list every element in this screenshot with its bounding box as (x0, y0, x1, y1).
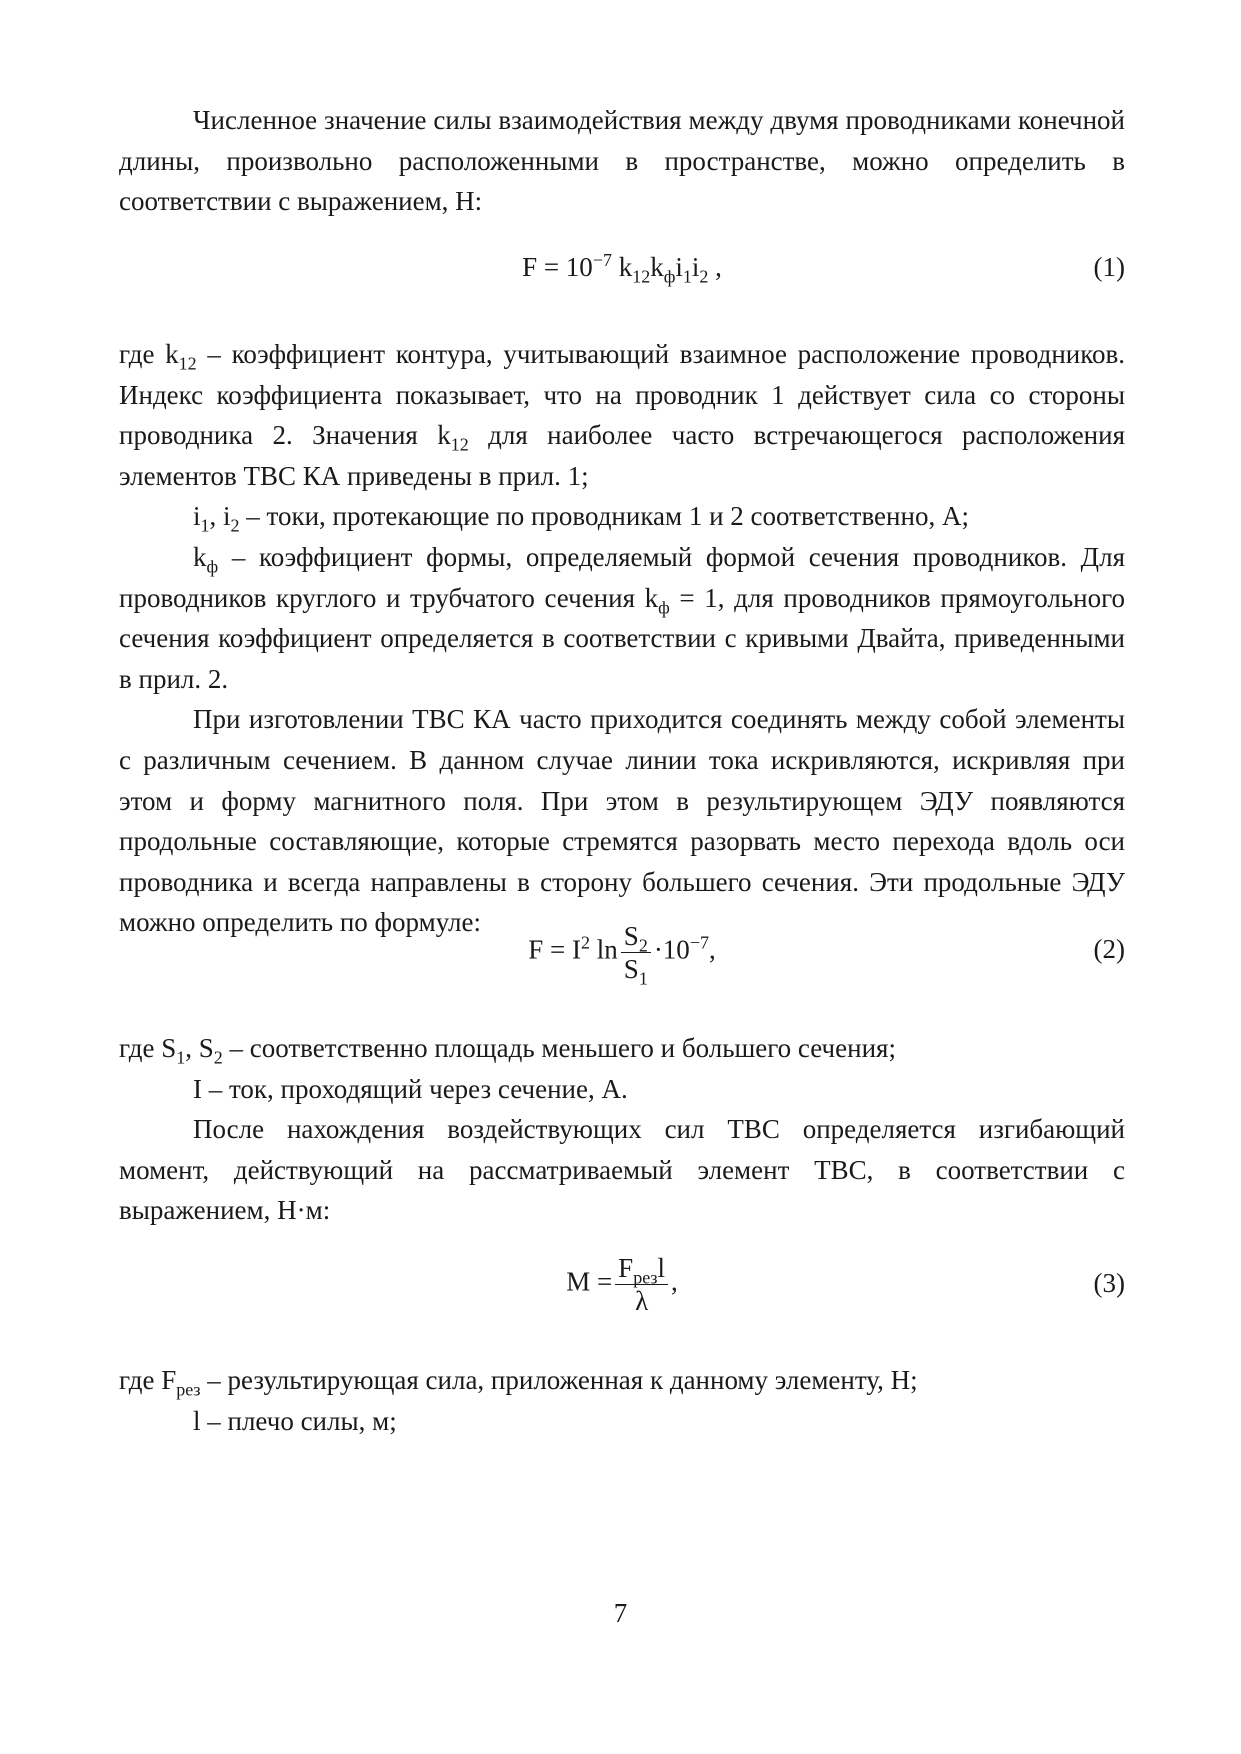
kf-definition: $k_ф$ – коэффициент формы, определяемый формой сечения проводников. Для проводников круглого и трубчатого сечения $k_ф = 1$, для проводников прямоугольного сечения коэффициент определяется в соответствии с кривыми Двайта, приведенными в прил. 2. (119, 541, 1125, 694)
intro-block (119, 100, 1125, 222)
page-number: 7 (613, 1598, 628, 1628)
formula-3-fraction: $\frac{F_{рез}l}{\lambda}$ (615, 1252, 668, 1317)
formula-1-number: (1) (1093, 252, 1125, 282)
fres-definition: где $F_{рез}$ – результирующая сила, приложенная к данному элементу, Н; (119, 1365, 918, 1400)
formula-3 (119, 1252, 1125, 1332)
formula-1 (119, 252, 1125, 332)
arm-definition: l – плечо силы, м; (193, 1405, 397, 1436)
formula-2 (119, 920, 1125, 1000)
currents-definition: $i_1$, $i_2$ – токи, протекающие по проводникам 1 и 2 соответственно, А; (193, 501, 969, 536)
where-block-1 (119, 334, 1125, 943)
intro-paragraph: Численное значение силы взаимодействия между двумя проводниками конечной длины, произвольно расположенными в пространстве, можно определить в соответствии с выражением, Н: (119, 105, 1125, 217)
formula-1-expression: $F = 10^{-7}$ $k_{12}k_фi_1i_2$ , (522, 250, 722, 287)
where-block-2 (119, 1028, 1125, 1231)
formula-3-number: (3) (1093, 1268, 1125, 1298)
k12-definition: где $k_{12}$ – коэффициент контура, учитывающий взаимное расположение проводников. Индекс коэффициента показывает, что на проводник 1 действует сила со стороны проводника 2. Значения $k_{12}$ для наиболее часто встречающегося расположения элементов ТВС КА приведены в прил. 1; (119, 339, 1125, 491)
formula-2-fraction: $\frac{S_2}{S_1}$ (621, 920, 651, 985)
s-definition: где $S_1$, $S_2$ – соответственно площадь меньшего и большего сечения; (119, 1033, 896, 1068)
formula-2-number: (2) (1093, 934, 1125, 964)
current-definition: I – ток, проходящий через сечение, А. (193, 1073, 628, 1104)
paragraph-2: При изготовлении ТВС КА часто приходится соединять между собой элементы с различным сечением. В данном случае линии тока искривляются, искривляя при этом и форму магнитного поля. При этом в результирующем ЭДУ появляются продольные составляющие, которые стремятся разорвать место перехода вдоль оси проводника и всегда направлены в сторону большего сечения. Эти продольные ЭДУ можно определить по формуле: (119, 704, 1125, 938)
where-block-3 (119, 1360, 1125, 1441)
formula-2-expression: $F = I^2$ ln $\frac{S_2}{S_1}$ $\cdot 10^{-7}$, (528, 921, 716, 989)
paragraph-3: После нахождения воздействующих сил ТВС определяется изгибающий момент, действующий на рассматриваемый элемент ТВС, в соответствии с выражением, Н·м: (119, 1114, 1125, 1226)
formula-3-expression: M = $\frac{F_{рез}l}{\lambda}$ , (566, 1253, 678, 1316)
